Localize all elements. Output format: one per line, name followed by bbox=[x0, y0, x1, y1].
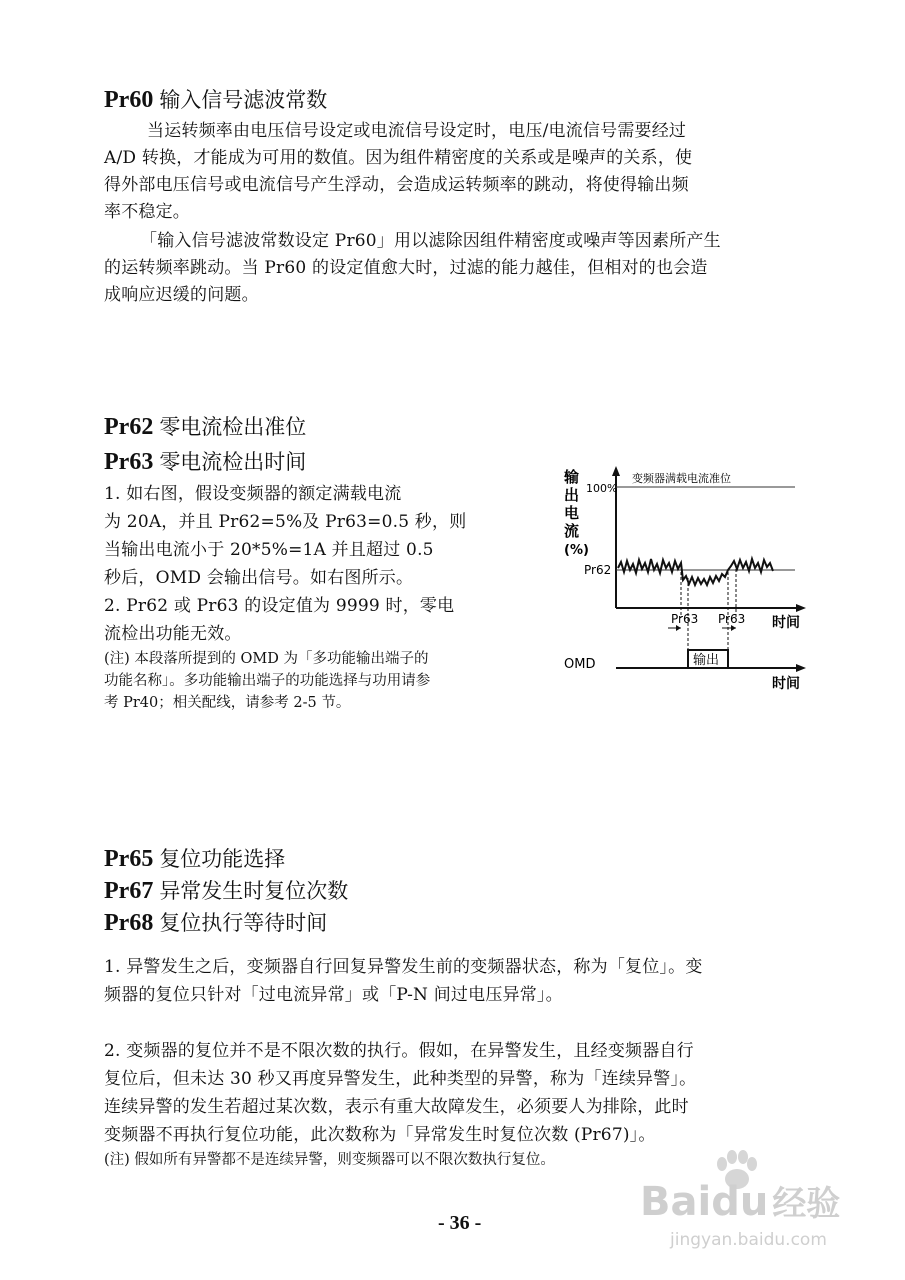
y-axis-label-char: 流 bbox=[564, 522, 580, 540]
paragraph-line: 「输入信号滤波常数设定 Pr60」用以滤除因组件精密度或噪声等因素所产生 bbox=[140, 231, 721, 251]
y-axis-unit: (%) bbox=[564, 543, 589, 558]
paragraph-line: 变频器不再执行复位功能，此次数称为「异常发生时复位次数 (Pr67)」。 bbox=[104, 1125, 656, 1145]
y-axis-label-char: 输 bbox=[564, 468, 580, 486]
label-pr63-left: Pr63 bbox=[671, 612, 699, 626]
heading-pr68 bbox=[104, 911, 327, 935]
y-axis-label-char: 出 bbox=[564, 486, 580, 504]
paragraph-line: 成响应迟缓的问题。 bbox=[104, 285, 259, 305]
omd-time-label: 时间 bbox=[772, 676, 800, 692]
label-pr63-right: Pr63 bbox=[718, 612, 746, 626]
paragraph-line: 当运转频率由电压信号设定或电流信号设定时，电压/电流信号需要经过 bbox=[147, 121, 687, 141]
note-line: (注) 假如所有异警都不是连续异警，则变频器可以不限次数执行复位。 bbox=[104, 1152, 555, 1168]
paragraph-line: 的运转频率跳动。当 Pr60 的设定值愈大时，过滤的能力越佳，但相对的也会造 bbox=[104, 258, 708, 278]
paragraph-line: 为 20A，并且 Pr62=5%及 Pr63=0.5 秒，则 bbox=[104, 512, 467, 532]
label-100-percent: 100% bbox=[586, 482, 618, 495]
heading-pr62 bbox=[104, 415, 306, 439]
heading-pr65 bbox=[104, 847, 285, 871]
note-line: 功能名称」。多功能输出端子的功能选择与功用请参 bbox=[104, 673, 431, 689]
paragraph-line: A/D 转换，才能成为可用的数值。因为组件精密度的关系或是噪声的关系，使 bbox=[104, 148, 693, 168]
page-number: - 36 - bbox=[438, 1212, 482, 1234]
paragraph-line: 1. 异警发生之后，变频器自行回复异警发生前的变频器状态，称为「复位」。变 bbox=[104, 957, 703, 977]
param-title: 异常发生时复位次数 bbox=[159, 879, 349, 903]
param-code: Pr62 bbox=[104, 414, 154, 440]
param-code: Pr60 bbox=[104, 87, 154, 113]
paragraph-line: 得外部电压信号或电流信号产生浮动，会造成运转频率的跳动，将使得输出频 bbox=[104, 175, 689, 195]
zero-current-diagram bbox=[550, 460, 820, 700]
paragraph-line: 1. 如右图，假设变频器的额定满载电流 bbox=[104, 484, 402, 504]
x-axis-label: 时间 bbox=[772, 615, 800, 631]
label-pr62: Pr62 bbox=[584, 563, 612, 577]
paragraph-line: 频器的复位只针对「过电流异常」或「P-N 间过电压异常」。 bbox=[104, 985, 563, 1005]
watermark-brand-du: du bbox=[711, 1179, 769, 1225]
paragraph-line: 连续异警的发生若超过某次数，表示有重大故障发生，必须要人为排除，此时 bbox=[104, 1097, 689, 1117]
param-title: 零电流检出准位 bbox=[159, 415, 307, 439]
param-title: 零电流检出时间 bbox=[159, 450, 307, 474]
heading-pr67 bbox=[104, 879, 348, 903]
param-code: Pr63 bbox=[104, 449, 154, 475]
paragraph-line: 2. 变频器的复位并不是不限次数的执行。假如，在异警发生，且经变频器自行 bbox=[104, 1041, 694, 1061]
omd-output-label: 输出 bbox=[693, 653, 720, 668]
y-axis-arrow bbox=[612, 466, 620, 476]
param-code: Pr65 bbox=[104, 846, 154, 872]
current-waveform bbox=[618, 559, 773, 585]
heading-pr63 bbox=[104, 450, 306, 474]
paragraph-line: 2. Pr62 或 Pr63 的设定值为 9999 时，零电 bbox=[104, 596, 455, 616]
figure-caption: 变频器满载电流准位 bbox=[632, 472, 731, 485]
param-title: 复位功能选择 bbox=[159, 847, 286, 871]
heading-pr60 bbox=[104, 88, 327, 112]
watermark-brand: Bai bbox=[640, 1179, 712, 1225]
x-axis-arrow bbox=[796, 604, 806, 612]
y-axis-label-char: 电 bbox=[564, 504, 580, 522]
param-code: Pr67 bbox=[104, 878, 154, 904]
omd-label: OMD bbox=[564, 657, 596, 672]
paragraph-line: 率不稳定。 bbox=[104, 202, 190, 222]
paragraph-line: 当输出电流小于 20*5%=1A 并且超过 0.5 bbox=[104, 540, 434, 560]
paragraph-line: 秒后，OMD 会输出信号。如右图所示。 bbox=[104, 568, 414, 588]
param-title: 复位执行等待时间 bbox=[159, 911, 328, 935]
watermark-url: jingyan.baidu.com bbox=[670, 1230, 827, 1250]
param-code: Pr68 bbox=[104, 910, 154, 936]
paragraph-line: 复位后，但未达 30 秒又再度异警发生，此种类型的异警，称为「连续异警」。 bbox=[104, 1069, 697, 1089]
watermark-cn: 经验 bbox=[772, 1184, 841, 1224]
baidu-jingyan-watermark bbox=[640, 1150, 860, 1260]
paragraph-line: 流检出功能无效。 bbox=[104, 624, 242, 644]
omd-axis-arrow bbox=[796, 664, 806, 672]
param-title: 输入信号滤波常数 bbox=[159, 88, 328, 112]
note-line: 考 Pr40；相关配线，请参考 2-5 节。 bbox=[104, 695, 351, 711]
note-line: (注) 本段落所提到的 OMD 为「多功能输出端子的 bbox=[104, 651, 429, 667]
